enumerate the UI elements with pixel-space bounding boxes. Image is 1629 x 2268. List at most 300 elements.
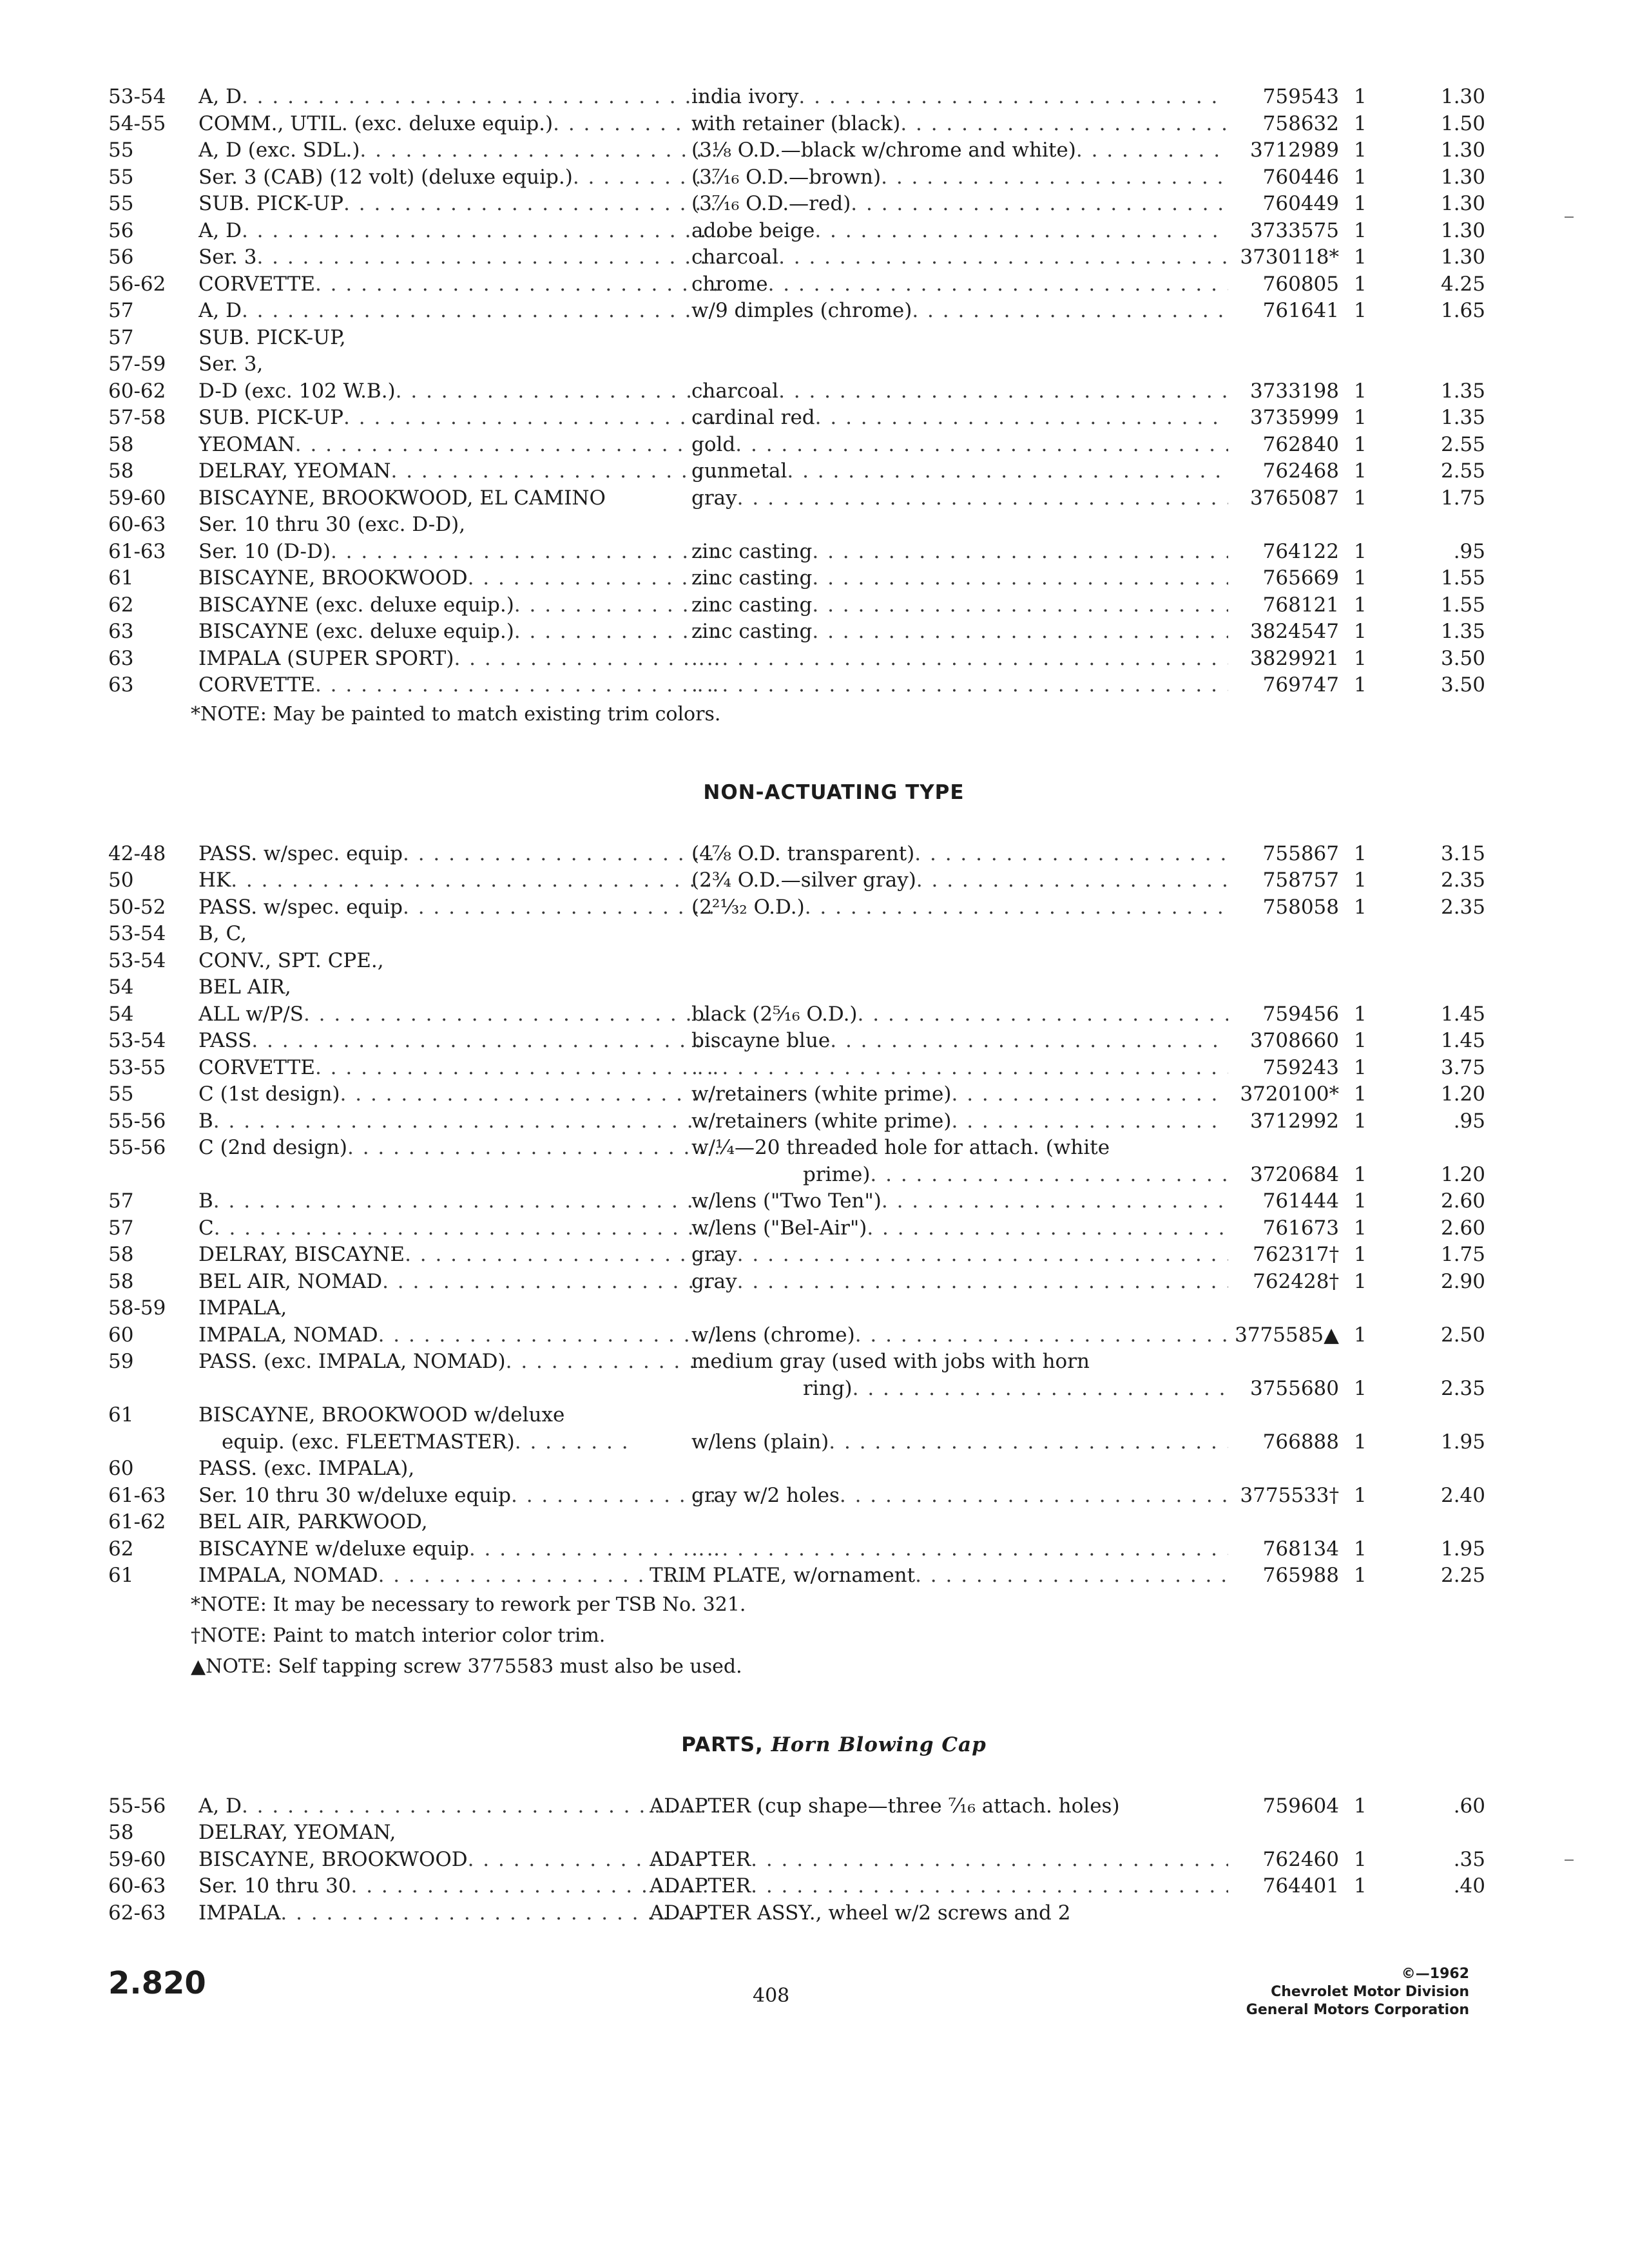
list-price: 1.95: [1440, 1537, 1485, 1561]
body-style-text: BISCAYNE, BROOKWOOD: [198, 1847, 468, 1871]
part-description: [691, 565, 1228, 592]
part-description: [691, 1055, 1228, 1082]
table-row: [108, 1215, 1485, 1242]
body-style-text: PASS. w/spec. equip: [198, 841, 403, 865]
leader-dots: [858, 1001, 1228, 1028]
part-number: 766888: [1262, 1430, 1339, 1454]
model-year: 57: [108, 325, 134, 349]
list-price: 1.55: [1440, 566, 1485, 590]
list-price: .60: [1453, 1794, 1485, 1818]
part-description: [803, 1162, 1228, 1189]
model-year: 55-56: [108, 1109, 166, 1133]
body-style-text: equip. (exc. FLEETMASTER): [222, 1430, 515, 1454]
quantity: 1: [1354, 1269, 1367, 1293]
part-description: [650, 1873, 1228, 1900]
table-row: [108, 646, 1485, 673]
part-number: 764122: [1262, 539, 1339, 563]
list-price: 1.45: [1440, 1029, 1485, 1052]
leader-dots: [382, 1269, 719, 1296]
table-row: [108, 1028, 1485, 1055]
table-row: [108, 512, 1469, 539]
body-style: [198, 1873, 719, 1900]
list-price: 2.35: [1440, 869, 1485, 892]
body-style-text: A, D: [198, 218, 242, 242]
page-footer: [108, 1965, 1469, 2049]
body-style: BEL AIR,: [198, 975, 291, 999]
quantity: 1: [1354, 566, 1367, 590]
leader-dots: [405, 1242, 719, 1269]
body-style: BISCAYNE, BROOKWOOD w/deluxe: [198, 1403, 565, 1427]
part-number: 3765087: [1249, 486, 1339, 510]
leader-dots: [691, 672, 1228, 699]
table-row: [108, 1562, 1485, 1590]
quantity: 1: [1354, 841, 1367, 865]
model-year: 62-63: [108, 1901, 166, 1925]
part-number: 3735999: [1249, 406, 1339, 429]
part-number: 3824547: [1249, 620, 1339, 643]
part-description: [691, 1242, 1228, 1269]
body-style: [198, 867, 719, 894]
part-description-text: (3⁷⁄₁₆ O.D.—brown): [691, 165, 882, 189]
leader-dots: [900, 111, 1228, 138]
part-description-text: (2²¹⁄₃₂ O.D.): [691, 895, 805, 919]
quantity: 1: [1354, 1847, 1367, 1871]
table-row: [108, 1001, 1485, 1028]
table-row: [108, 84, 1485, 111]
model-year: 58: [108, 1821, 134, 1844]
model-year: 59-60: [108, 486, 166, 510]
scan-edge-mark: [1565, 216, 1574, 218]
leader-dots: [735, 432, 1228, 459]
body-style: [198, 1081, 719, 1108]
part-description-text: ADAPTER: [650, 1874, 751, 1898]
body-style-text: YEOMAN: [198, 432, 295, 456]
part-description: [691, 84, 1228, 111]
part-description: [691, 164, 1228, 191]
section-title-part-a: PARTS,: [681, 1733, 764, 1756]
model-year: 53-54: [108, 948, 166, 972]
part-description: medium gray (used with jobs with horn: [691, 1350, 1090, 1373]
part-description: [691, 458, 1228, 485]
leader-dots: [812, 539, 1228, 566]
leader-dots: [506, 1349, 719, 1376]
part-number: 760449: [1262, 192, 1339, 215]
body-style-text: IMPALA, NOMAD: [198, 1564, 378, 1587]
part-description: [691, 432, 1228, 459]
quantity: 1: [1354, 1323, 1367, 1347]
table-row: [108, 1376, 1485, 1403]
leader-dots: [829, 1429, 1228, 1456]
leader-dots: [515, 1429, 634, 1456]
table-row: [108, 164, 1485, 191]
quantity: 1: [1354, 673, 1367, 697]
model-year: 50-52: [108, 895, 166, 919]
body-style: [198, 378, 719, 405]
body-style-text: HK: [198, 869, 231, 892]
list-price: 2.60: [1440, 1189, 1485, 1213]
body-style: [198, 1269, 719, 1296]
part-description-text: (4⅞ O.D. transparent): [691, 841, 915, 865]
body-style: [198, 1215, 719, 1242]
part-description: [691, 672, 1228, 699]
part-description: w/¼—20 threaded hole for attach. (white: [691, 1136, 1110, 1159]
model-year: 58: [108, 1269, 134, 1293]
leader-dots: [798, 84, 1228, 111]
table-row: [108, 458, 1485, 485]
leader-dots: [691, 646, 1228, 673]
leader-dots: [914, 841, 1228, 868]
part-description: [691, 137, 1228, 164]
part-description-text: (2¾ O.D.—silver gray): [691, 869, 916, 892]
leader-dots: [331, 539, 719, 566]
part-description: [691, 405, 1228, 432]
part-description-text: w/lens ("Two Ten"): [691, 1189, 882, 1213]
body-style-text: IMPALA, NOMAD: [198, 1323, 378, 1347]
table-row: [108, 1162, 1485, 1189]
leader-dots: [213, 1188, 719, 1215]
part-description-text: gray w/2 holes: [691, 1483, 840, 1507]
list-price: 1.55: [1440, 593, 1485, 617]
body-style-text: ALL w/P/S: [198, 1002, 304, 1026]
list-price: 1.45: [1440, 1002, 1485, 1026]
leader-dots: [855, 1322, 1228, 1349]
table-row: [108, 1402, 1469, 1429]
body-style: Ser. 10 thru 30 (exc. D-D),: [198, 513, 466, 536]
body-style-text: IMPALA: [198, 1901, 281, 1925]
part-description-text: (3⅛ O.D.—black w/chrome and white): [691, 139, 1076, 162]
quantity: 1: [1354, 218, 1367, 242]
model-year: 63: [108, 646, 134, 670]
list-price: 4.25: [1440, 272, 1485, 296]
quantity: 1: [1354, 646, 1367, 670]
model-year: 55: [108, 192, 134, 215]
body-style: [198, 271, 719, 298]
table-row: [108, 1081, 1485, 1108]
list-price: 3.15: [1440, 841, 1485, 865]
model-year: 60-62: [108, 379, 166, 403]
leader-dots: [514, 619, 719, 646]
model-year: 61: [108, 566, 134, 590]
leader-dots: [751, 1847, 1228, 1874]
model-year: 61-62: [108, 1510, 166, 1533]
quantity: 1: [1354, 539, 1367, 563]
body-style: [198, 1028, 719, 1055]
model-year: 58-59: [108, 1296, 166, 1320]
leader-dots: [951, 1081, 1228, 1108]
part-description-text: ring): [803, 1376, 853, 1400]
part-number: 758632: [1262, 111, 1339, 135]
part-number: 765988: [1262, 1564, 1339, 1587]
part-description: [691, 378, 1228, 405]
model-year: 54-55: [108, 111, 166, 135]
leader-dots: [691, 1055, 1228, 1082]
model-year: 50: [108, 869, 134, 892]
part-description-text: TRIM PLATE, w/ornament: [650, 1564, 916, 1587]
model-year: 61-63: [108, 539, 166, 563]
leader-dots: [916, 867, 1228, 894]
body-style: [198, 1108, 719, 1135]
table-row: [108, 1055, 1485, 1082]
model-year: 60: [108, 1323, 134, 1347]
part-number: 761641: [1262, 299, 1339, 322]
page-number: 408: [753, 1984, 790, 2007]
leader-dots: [805, 894, 1228, 921]
body-style-text: Ser. 3 (CAB) (12 volt) (deluxe equip.): [198, 165, 573, 189]
part-description: [691, 1188, 1228, 1215]
body-style-text: C (2nd design): [198, 1136, 347, 1159]
model-year: 58: [108, 459, 134, 483]
leader-dots: [468, 565, 719, 592]
body-style-text: CORVETTE: [198, 272, 315, 296]
table-row: [108, 1429, 1485, 1456]
part-number: 3733575: [1249, 218, 1339, 242]
leader-dots: [396, 378, 719, 405]
part-description-text: w/retainers (white prime): [691, 1082, 952, 1106]
leader-dots: [830, 1028, 1228, 1055]
table-row: [108, 191, 1485, 218]
body-style-text: Ser. 10 thru 30 w/deluxe equip: [198, 1483, 512, 1507]
body-style-text: CORVETTE: [198, 673, 315, 697]
leader-dots: [787, 458, 1228, 485]
part-description-text: w/retainers (white prime): [691, 1109, 952, 1133]
model-year: 61-63: [108, 1483, 166, 1507]
body-style-text: BISCAYNE w/deluxe equip: [198, 1537, 469, 1561]
quantity: 1: [1354, 459, 1367, 483]
part-description: [691, 539, 1228, 566]
table-row: [108, 325, 1469, 352]
model-year: 57: [108, 1189, 134, 1213]
body-style: [198, 672, 719, 699]
body-style: BEL AIR, PARKWOOD,: [198, 1510, 428, 1533]
quantity: 1: [1354, 192, 1367, 215]
table-row: [108, 1820, 1469, 1847]
part-number: 760805: [1262, 272, 1339, 296]
model-year: 54: [108, 975, 134, 999]
body-style: [198, 841, 719, 868]
part-description: [691, 191, 1228, 218]
body-style: CONV., SPT. CPE.,: [198, 948, 384, 972]
part-number: 3755680: [1249, 1376, 1339, 1400]
list-price: 1.30: [1440, 218, 1485, 242]
quantity: 1: [1354, 1794, 1367, 1818]
body-style: [198, 137, 719, 164]
body-style: [198, 191, 719, 218]
part-description: [691, 218, 1228, 245]
part-number: 3829921: [1249, 646, 1339, 670]
leader-dots: [778, 244, 1228, 271]
model-year: 42-48: [108, 841, 166, 865]
model-year: 62: [108, 593, 134, 617]
leader-dots: [815, 218, 1228, 245]
model-year: 59: [108, 1350, 134, 1373]
leader-dots: [242, 84, 719, 111]
list-price: 2.35: [1440, 895, 1485, 919]
table-row: [108, 244, 1485, 271]
model-year: 55-56: [108, 1136, 166, 1159]
list-price: 2.55: [1440, 432, 1485, 456]
body-style: Ser. 3,: [198, 352, 264, 376]
body-style-text: PASS. (exc. IMPALA, NOMAD): [198, 1350, 506, 1373]
body-style: [198, 894, 719, 921]
part-number: 762460: [1262, 1847, 1339, 1871]
table-row: [108, 485, 1485, 512]
body-style: [198, 298, 719, 325]
list-price: 1.30: [1440, 192, 1485, 215]
list-price: .95: [1453, 1109, 1485, 1133]
body-style: [198, 1483, 719, 1510]
body-style: BISCAYNE, BROOKWOOD, EL CAMINO: [198, 486, 606, 510]
copyright-block: [1246, 1965, 1469, 2019]
part-description-text: w/9 dimples (chrome): [691, 299, 912, 322]
body-style: [198, 458, 719, 485]
list-price: 1.30: [1440, 165, 1485, 189]
quantity: 1: [1354, 85, 1367, 108]
leader-dots: [343, 191, 719, 218]
body-style: DELRAY, YEOMAN,: [198, 1821, 396, 1844]
table-row: [108, 1483, 1485, 1510]
body-style: [198, 1001, 719, 1028]
quantity: 1: [1354, 869, 1367, 892]
table-row: [108, 592, 1485, 619]
leader-dots: [403, 894, 719, 921]
body-style-text: A, D (exc. SDL.): [198, 139, 360, 162]
model-year: 53-54: [108, 1029, 166, 1052]
part-description: ADAPTER ASSY., wheel w/2 screws and 2: [650, 1901, 1071, 1925]
part-description: [691, 298, 1228, 325]
list-price: 1.20: [1440, 1162, 1485, 1186]
model-year: 53-54: [108, 922, 166, 945]
leader-dots: [951, 1108, 1228, 1135]
leader-dots: [881, 164, 1228, 191]
quantity: 1: [1354, 1189, 1367, 1213]
list-price: 3.50: [1440, 646, 1485, 670]
table-row: [108, 1456, 1469, 1483]
model-year: 63: [108, 620, 134, 643]
part-number: 760446: [1262, 165, 1339, 189]
body-style-text: COMM., UTIL. (exc. deluxe equip.): [198, 111, 554, 135]
leader-dots: [213, 1108, 719, 1135]
part-number: 3712992: [1249, 1109, 1339, 1133]
leader-dots: [347, 1135, 719, 1162]
leader-dots: [304, 1001, 719, 1028]
model-year: 58: [108, 1243, 134, 1266]
leader-dots: [214, 1215, 719, 1242]
model-year: 55: [108, 139, 134, 162]
part-description-text: charcoal: [691, 245, 779, 269]
copyright-division: Chevrolet Motor Division: [1271, 1984, 1469, 2000]
leader-dots: [251, 1028, 719, 1055]
list-price: 2.25: [1440, 1564, 1485, 1587]
list-price: 1.95: [1440, 1430, 1485, 1454]
list-price: 2.50: [1440, 1323, 1485, 1347]
leader-dots: [812, 619, 1228, 646]
model-year: 63: [108, 673, 134, 697]
table-row: [108, 1900, 1469, 1927]
leader-dots: [737, 485, 1228, 512]
leader-dots: [390, 458, 719, 485]
part-number: 768134: [1262, 1537, 1339, 1561]
quantity: 1: [1354, 139, 1367, 162]
quantity: 1: [1354, 486, 1367, 510]
part-description-text: black (2⁵⁄₁₆ O.D.): [691, 1002, 858, 1026]
list-price: 1.35: [1440, 620, 1485, 643]
leader-dots: [768, 271, 1228, 298]
body-style: [198, 111, 719, 138]
body-style-text: PASS: [198, 1029, 252, 1052]
table-row: [108, 1108, 1485, 1135]
part-description: [691, 619, 1228, 646]
leader-dots: [242, 218, 719, 245]
quantity: 1: [1354, 111, 1367, 135]
part-description: [691, 1483, 1228, 1510]
model-year: 57: [108, 299, 134, 322]
quantity: 1: [1354, 593, 1367, 617]
body-style: [198, 218, 719, 245]
part-description-text: with retainer (black): [691, 111, 901, 135]
part-number: 755867: [1262, 841, 1339, 865]
model-year: 57-58: [108, 406, 166, 429]
leader-dots: [242, 1793, 719, 1820]
part-description-text: charcoal: [691, 379, 779, 403]
table-row: [108, 921, 1469, 948]
part-number: 761673: [1262, 1216, 1339, 1240]
part-description-text: adobe beige: [691, 218, 815, 242]
part-number: 762840: [1262, 432, 1339, 456]
body-style: B, C,: [198, 922, 247, 945]
model-year: 59-60: [108, 1847, 166, 1871]
part-description-text: gold: [691, 432, 736, 456]
part-number: 3775533†: [1240, 1483, 1339, 1507]
middle-note-2: †NOTE: Paint to match interior color trim.: [191, 1624, 606, 1647]
body-style-text: DELRAY, BISCAYNE: [198, 1243, 405, 1266]
body-style-text: Ser. 3: [198, 245, 257, 269]
part-description: [691, 894, 1228, 921]
leader-dots: [691, 1536, 1228, 1563]
body-style-text: BISCAYNE (exc. deluxe equip.): [198, 593, 514, 617]
part-number: 759543: [1262, 85, 1339, 108]
body-style: [198, 432, 719, 459]
middle-note-3: ▲NOTE: Self tapping screw 3775583 must also be used.: [191, 1655, 742, 1678]
part-description-text: gray: [691, 1243, 737, 1266]
model-year: 56-62: [108, 272, 166, 296]
part-number: 762428†: [1253, 1269, 1339, 1293]
part-description-text: zinc casting: [691, 593, 813, 617]
table-row: [108, 1873, 1485, 1900]
body-style-text: IMPALA (SUPER SPORT): [198, 646, 454, 670]
quantity: 1: [1354, 1082, 1367, 1106]
model-year: 53-54: [108, 85, 166, 108]
quantity: 1: [1354, 299, 1367, 322]
body-style: [198, 1562, 719, 1590]
body-style-text: PASS. w/spec. equip: [198, 895, 403, 919]
quantity: 1: [1354, 432, 1367, 456]
part-description: ADAPTER (cup shape—three ⁷⁄₁₆ attach. holes): [650, 1794, 1120, 1818]
quantity: 1: [1354, 1874, 1367, 1898]
part-description: [691, 592, 1228, 619]
page-code: 2.820: [108, 1965, 206, 2001]
body-style: [198, 244, 719, 271]
body-style: [198, 1847, 719, 1874]
list-price: 1.30: [1440, 85, 1485, 108]
table-row: [108, 351, 1469, 378]
table-row: [108, 111, 1485, 138]
part-number: 761444: [1262, 1189, 1339, 1213]
part-number: 758757: [1262, 869, 1339, 892]
part-number: 762468: [1262, 459, 1339, 483]
leader-dots: [853, 1376, 1228, 1403]
table-row: [108, 867, 1485, 894]
table-row: [108, 1322, 1485, 1349]
